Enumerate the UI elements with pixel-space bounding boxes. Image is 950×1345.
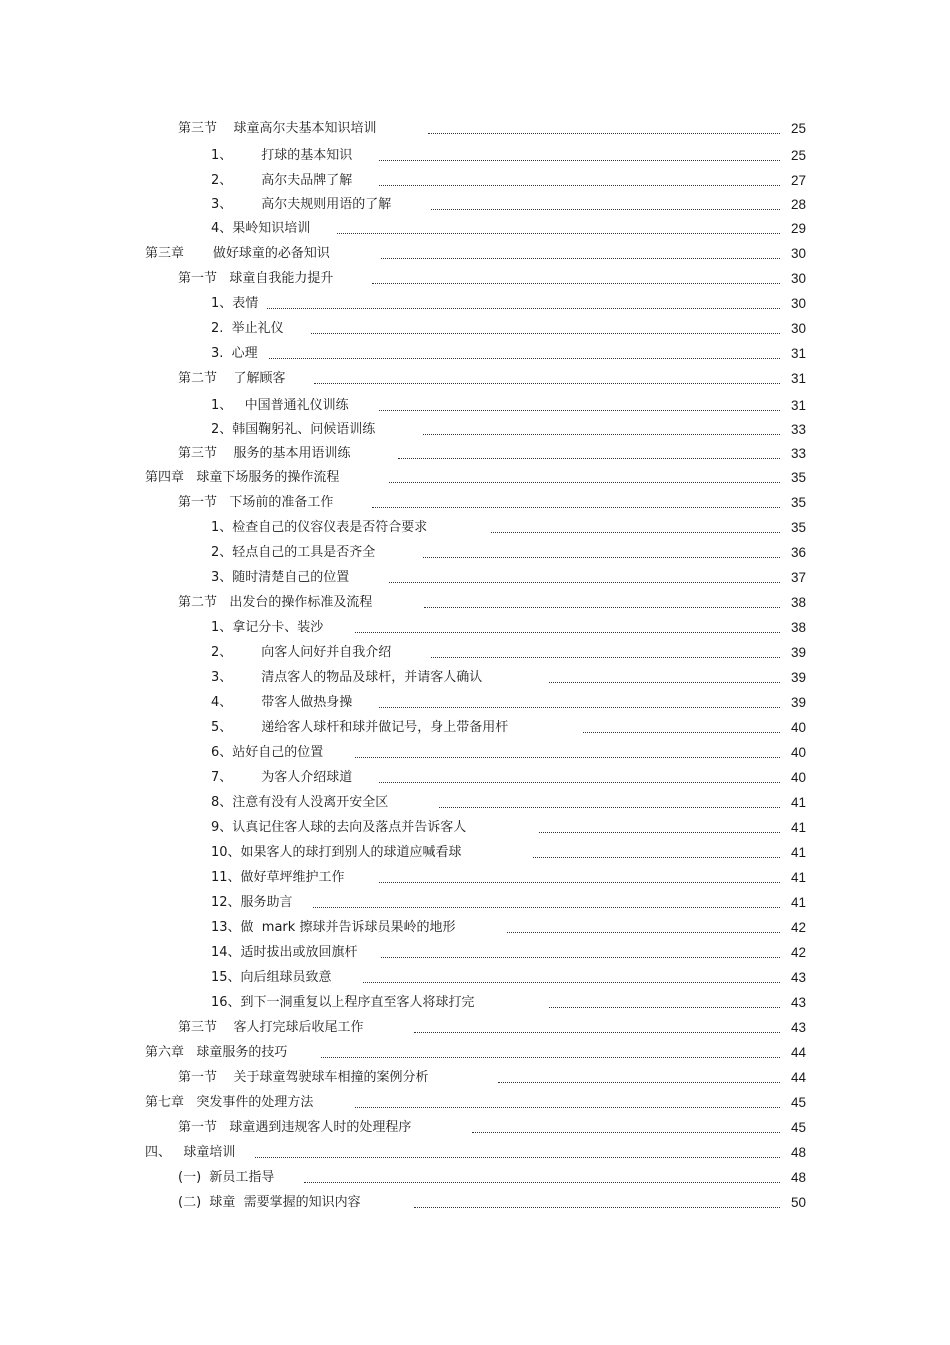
toc-entry: [211, 195, 806, 215]
toc-label: 第三节 球童高尔夫基本知识培训: [178, 121, 377, 136]
toc-label: (二) 球童 需要掌握的知识内容: [178, 1195, 361, 1210]
toc-entry: [211, 793, 806, 813]
toc-leader: [381, 943, 780, 958]
toc-entry: [178, 1018, 806, 1038]
toc-entry: [178, 369, 806, 389]
toc-page: 44: [790, 1045, 806, 1060]
toc-entry: [211, 743, 806, 763]
toc-leader: [491, 518, 780, 533]
toc-entry: [211, 543, 806, 563]
toc-label: 2、轻点自己的工具是否齐全: [211, 545, 376, 560]
toc-leader: [314, 369, 780, 384]
toc-page: 38: [790, 595, 806, 610]
toc-label: 第一节 下场前的准备工作: [178, 495, 334, 510]
toc-label: 3、随时清楚自己的位置: [211, 570, 350, 585]
toc-entry: [211, 146, 806, 166]
toc-page: 43: [790, 970, 806, 985]
toc-page: 41: [790, 820, 806, 835]
toc-page: 35: [790, 520, 806, 535]
toc-entry: [211, 668, 806, 688]
toc-label: 第一节 球童自我能力提升: [178, 271, 334, 286]
toc-page: 40: [790, 720, 806, 735]
toc-label: 第三节 客人打完球后收尾工作: [178, 1020, 364, 1035]
toc-entry: [178, 1168, 806, 1188]
toc-entry: [145, 1093, 806, 1113]
toc-leader: [439, 793, 780, 808]
toc-page: 41: [790, 895, 806, 910]
toc-entry: [211, 518, 806, 538]
toc-leader: [389, 468, 780, 483]
toc-label: 2、韩国鞠躬礼、问候语训练: [211, 422, 376, 437]
toc-leader: [414, 1193, 780, 1208]
toc-entry: [145, 1043, 806, 1063]
toc-entry: [211, 943, 806, 963]
toc-page: 25: [790, 148, 806, 163]
toc-label: 4、 带客人做热身操: [211, 695, 353, 710]
toc-leader: [313, 893, 780, 908]
toc-label: 1、表情: [211, 296, 259, 311]
toc-page: 31: [790, 398, 806, 413]
toc-label: 第六章 球童服务的技巧: [145, 1045, 288, 1060]
toc-page: 39: [790, 645, 806, 660]
toc-entry: [211, 396, 806, 416]
toc-label: 13、做 mark 擦球并告诉球员果岭的地形: [211, 920, 456, 935]
toc-leader: [549, 993, 780, 1008]
toc-leader: [398, 444, 780, 459]
toc-entry: [211, 968, 806, 988]
toc-label: 1、拿记分卡、装沙: [211, 620, 324, 635]
toc-leader: [539, 818, 780, 833]
toc-label: 5、 递给客人球杆和球并做记号，身上带备用杆: [211, 720, 509, 735]
toc-leader: [533, 843, 780, 858]
toc-entry: [145, 1143, 806, 1163]
toc-leader: [583, 718, 780, 733]
toc-leader: [379, 693, 780, 708]
toc-entry: [211, 818, 806, 838]
toc-entry: [178, 1068, 806, 1088]
toc-label: 2. 举止礼仪: [211, 321, 284, 336]
toc-label: 3、 清点客人的物品及球杆，并请客人确认: [211, 670, 483, 685]
toc-page: 35: [790, 470, 806, 485]
toc-leader: [379, 146, 780, 161]
toc-entry: [211, 344, 806, 364]
toc-entry: [211, 568, 806, 588]
toc-page: 43: [790, 995, 806, 1010]
toc-leader: [424, 593, 780, 608]
toc-entry: [178, 1193, 806, 1213]
toc-page: 30: [790, 246, 806, 261]
toc-page: 28: [790, 197, 806, 212]
toc-label: 14、适时拔出或放回旗杆: [211, 945, 358, 960]
toc-label: 1、 中国普通礼仪训练: [211, 398, 349, 413]
toc-leader: [507, 918, 780, 933]
toc-entry: [211, 294, 806, 314]
toc-entry: [178, 444, 806, 464]
toc-label: 12、服务助言: [211, 895, 293, 910]
toc-label: 4、果岭知识培训: [211, 221, 311, 236]
toc-leader: [255, 1143, 780, 1158]
toc-page: 38: [790, 620, 806, 635]
toc-label: (一) 新员工指导: [178, 1170, 275, 1185]
toc-entry: [145, 244, 806, 264]
toc-page: 39: [790, 670, 806, 685]
toc-entry: [211, 768, 806, 788]
toc-label: 3. 心理: [211, 346, 258, 361]
toc-page: 42: [790, 945, 806, 960]
toc-leader: [431, 643, 780, 658]
toc-entry: [178, 269, 806, 289]
toc-leader: [311, 319, 780, 334]
toc-leader: [267, 294, 780, 309]
toc-leader: [414, 1018, 780, 1033]
toc-leader: [269, 344, 780, 359]
toc-entry: [211, 843, 806, 863]
toc-label: 6、站好自己的位置: [211, 745, 324, 760]
toc-page: 48: [790, 1145, 806, 1160]
toc-leader: [428, 119, 780, 134]
toc-entry: [178, 119, 806, 139]
toc-entry: [211, 693, 806, 713]
toc-label: 15、向后组球员致意: [211, 970, 332, 985]
toc-page: 39: [790, 695, 806, 710]
toc-entry: [211, 918, 806, 938]
toc-leader: [381, 244, 780, 259]
toc-leader: [379, 396, 780, 411]
toc-page: 25: [790, 121, 806, 136]
toc-label: 11、做好草坪维护工作: [211, 870, 345, 885]
toc-label: 第一节 关于球童驾驶球车相撞的案例分析: [178, 1070, 429, 1085]
toc-page: 33: [790, 446, 806, 461]
toc-page: 43: [790, 1020, 806, 1035]
toc-label: 第三节 服务的基本用语训练: [178, 446, 351, 461]
toc-leader: [379, 768, 780, 783]
toc-label: 四、 球童培训: [145, 1145, 236, 1160]
toc-page: 40: [790, 770, 806, 785]
toc-entry: [178, 493, 806, 513]
toc-entry: [211, 718, 806, 738]
toc-leader: [379, 868, 780, 883]
toc-page: 42: [790, 920, 806, 935]
toc-page: 44: [790, 1070, 806, 1085]
toc-label: 第二节 了解顾客: [178, 371, 286, 386]
toc-leader: [337, 219, 780, 234]
toc-label: 第一节 球童遇到违规客人时的处理程序: [178, 1120, 412, 1135]
toc-label: 16、到下一洞重复以上程序直至客人将球打完: [211, 995, 475, 1010]
toc-page: 31: [790, 346, 806, 361]
toc-page: 30: [790, 296, 806, 311]
toc-entry: [211, 618, 806, 638]
toc-page: 30: [790, 271, 806, 286]
toc-label: 第七章 突发事件的处理方法: [145, 1095, 314, 1110]
toc-entry: [211, 219, 806, 239]
toc-page: 40: [790, 745, 806, 760]
toc-leader: [355, 1093, 780, 1108]
toc-label: 7、 为客人介绍球道: [211, 770, 353, 785]
toc-entry: [211, 893, 806, 913]
toc-leader: [472, 1118, 780, 1133]
toc-leader: [423, 420, 780, 435]
toc-entry: [211, 420, 806, 440]
toc-leader: [363, 968, 780, 983]
toc-page: 45: [790, 1095, 806, 1110]
toc-label: 1、 打球的基本知识: [211, 148, 353, 163]
toc-page: 36: [790, 545, 806, 560]
toc-entry: [211, 319, 806, 339]
toc-entry: [211, 643, 806, 663]
toc-leader: [498, 1068, 780, 1083]
toc-page: 29: [790, 221, 806, 236]
toc-entry: [178, 1118, 806, 1138]
toc-page: 50: [790, 1195, 806, 1210]
toc-entry: [211, 993, 806, 1013]
toc-leader: [304, 1168, 780, 1183]
toc-page: 41: [790, 870, 806, 885]
toc-leader: [389, 568, 780, 583]
toc-entry: [145, 468, 806, 488]
toc-leader: [355, 618, 780, 633]
toc-label: 第二节 出发台的操作标准及流程: [178, 595, 373, 610]
toc-leader: [431, 195, 780, 210]
toc-entry: [211, 171, 806, 191]
toc-page: 30: [790, 321, 806, 336]
toc-page: 35: [790, 495, 806, 510]
toc-page: 27: [790, 173, 806, 188]
toc-entry: [178, 593, 806, 613]
toc-entry: [211, 868, 806, 888]
toc-page: 41: [790, 845, 806, 860]
toc-leader: [355, 743, 780, 758]
toc-label: 3、 高尔夫规则用语的了解: [211, 197, 392, 212]
toc-page: 31: [790, 371, 806, 386]
toc-label: 8、注意有没有人没离开安全区: [211, 795, 389, 810]
toc-label: 第三章 做好球童的必备知识: [145, 246, 330, 261]
toc-leader: [379, 171, 780, 186]
toc-label: 第四章 球童下场服务的操作流程: [145, 470, 340, 485]
toc-leader: [321, 1043, 780, 1058]
toc-leader: [423, 543, 780, 558]
toc-leader: [372, 493, 780, 508]
toc-page: 37: [790, 570, 806, 585]
toc-page: 45: [790, 1120, 806, 1135]
toc-page: 48: [790, 1170, 806, 1185]
toc-label: 1、检查自己的仪容仪表是否符合要求: [211, 520, 428, 535]
toc-label: 9、认真记住客人球的去向及落点并告诉客人: [211, 820, 467, 835]
toc-label: 2、 高尔夫品牌了解: [211, 173, 353, 188]
toc-page: 41: [790, 795, 806, 810]
toc-leader: [372, 269, 780, 284]
toc-label: 10、如果客人的球打到别人的球道应喊看球: [211, 845, 462, 860]
toc-leader: [549, 668, 780, 683]
toc-label: 2、 向客人问好并自我介绍: [211, 645, 392, 660]
toc-page: 33: [790, 422, 806, 437]
